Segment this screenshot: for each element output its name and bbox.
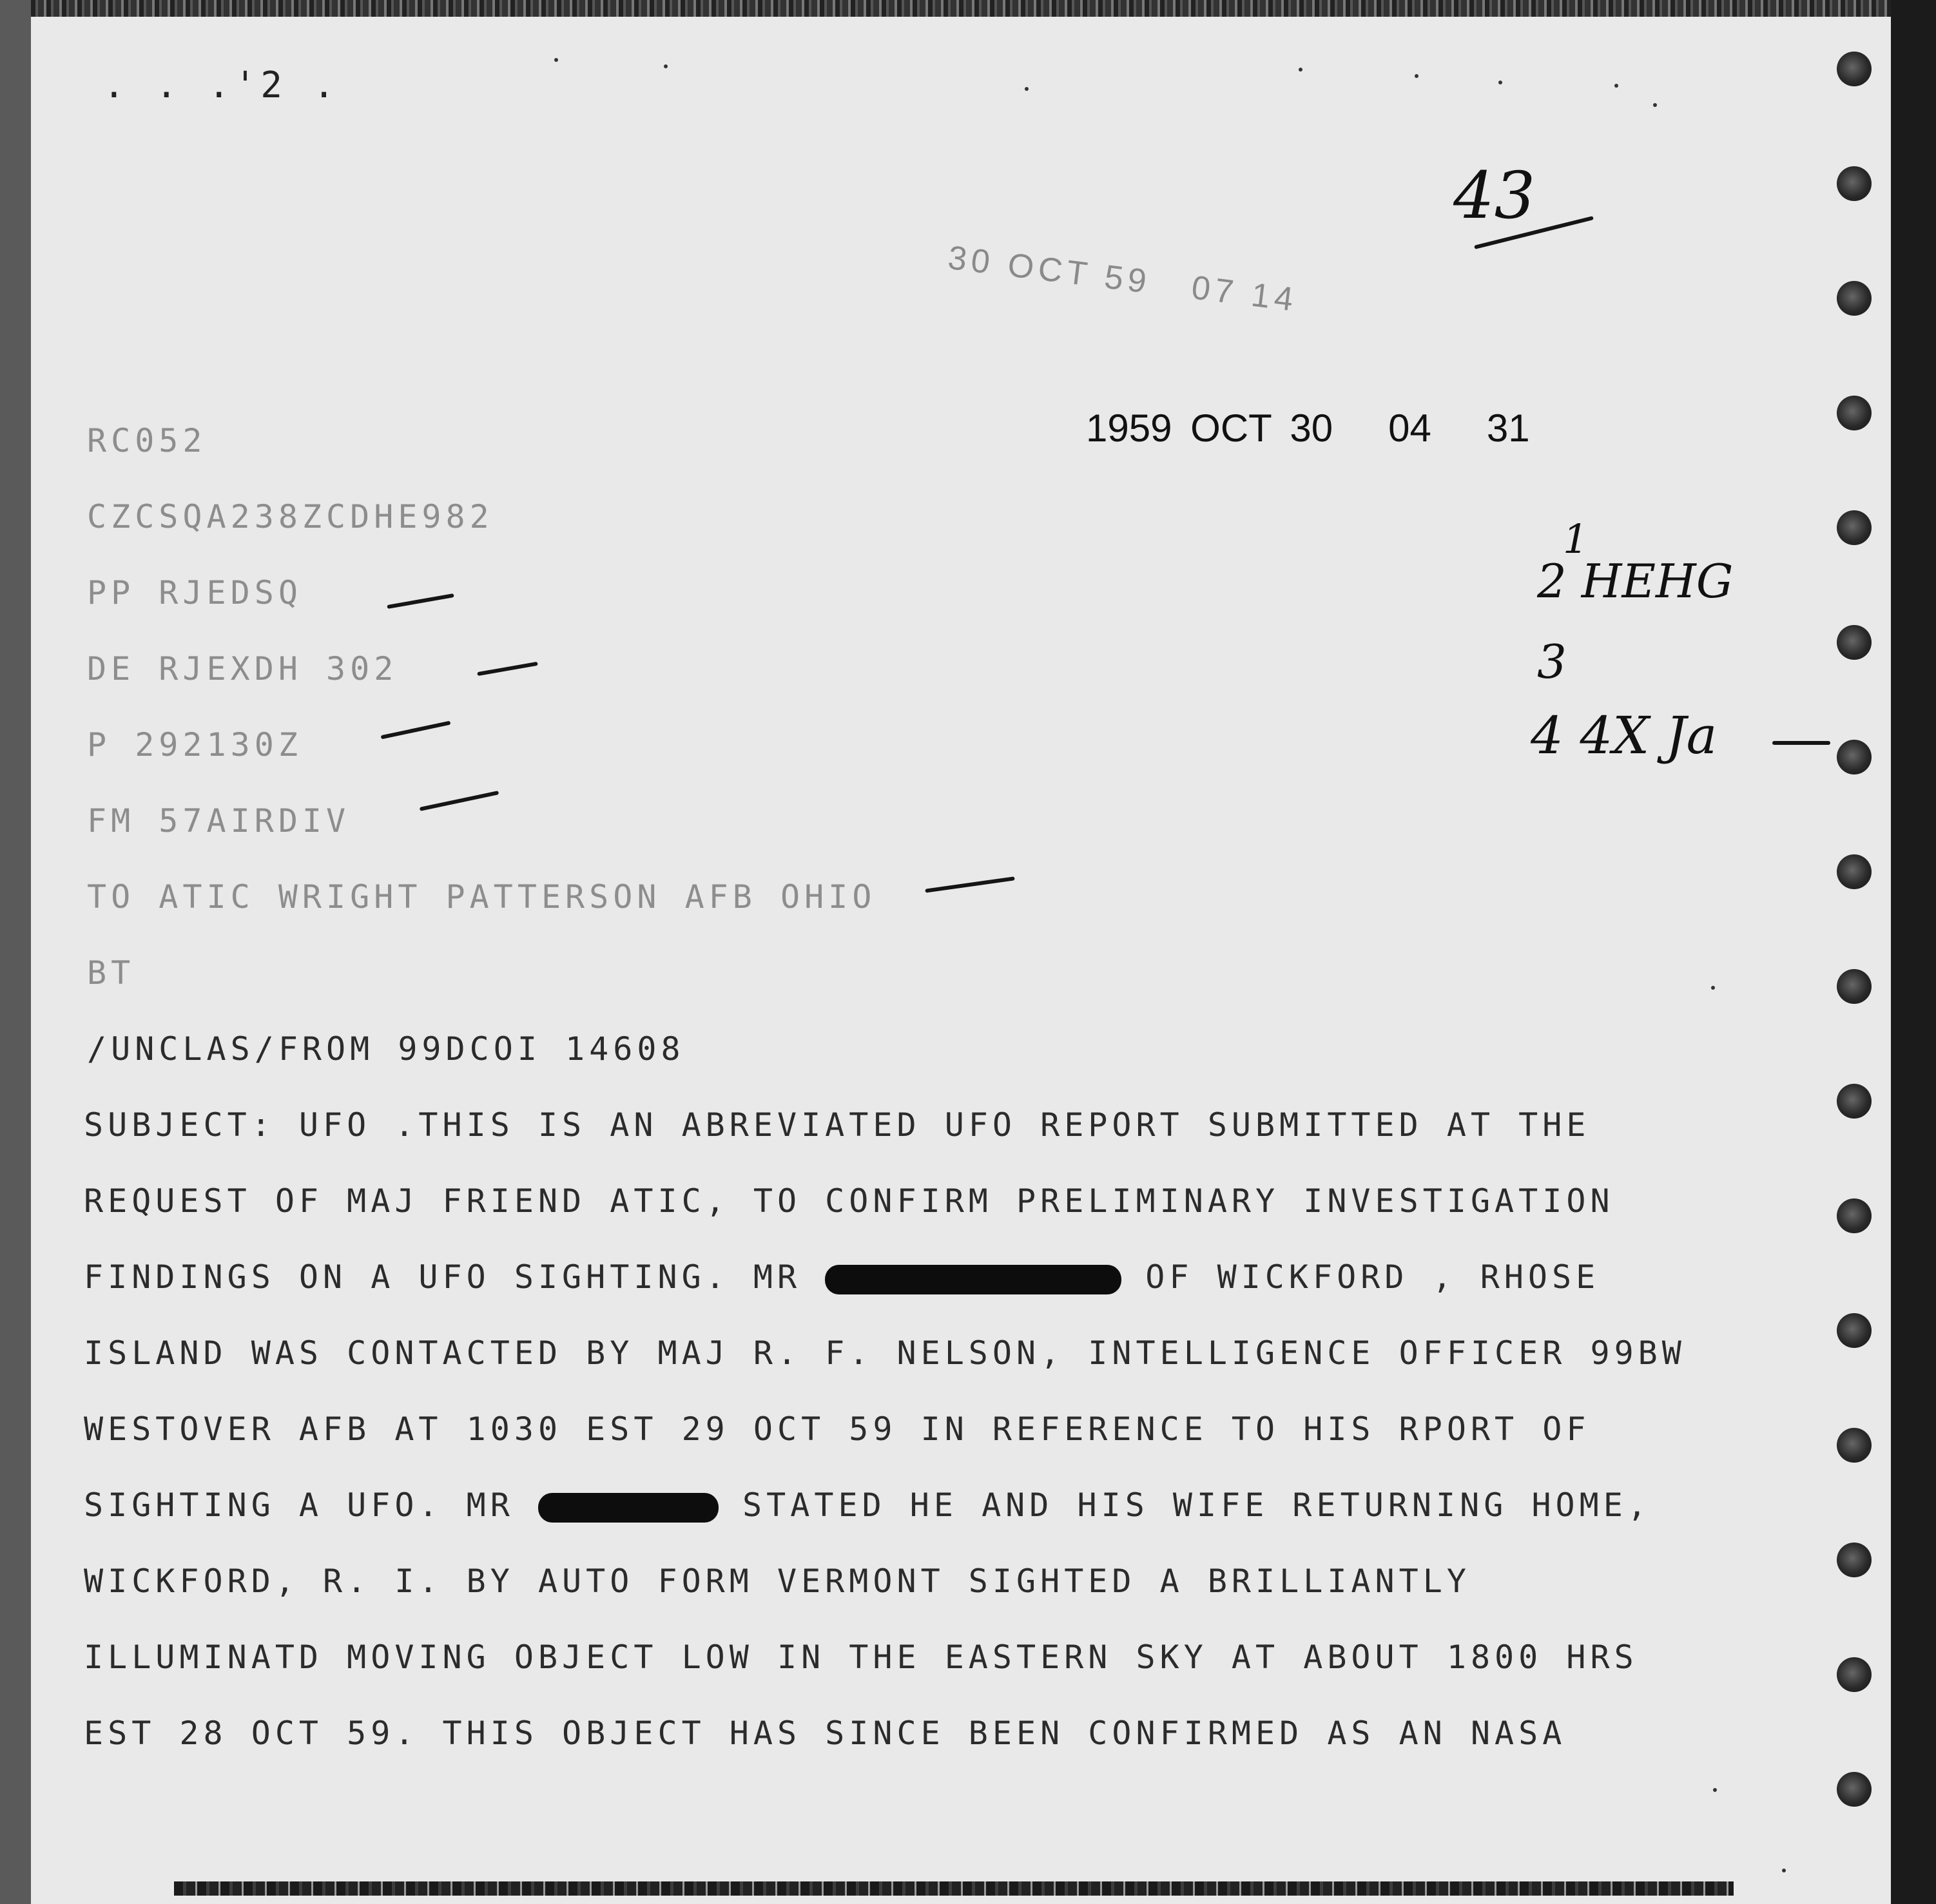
body-line-1: SUBJECT: UFO .THIS IS AN ABREVIATED UFO REPORT SUBMITTED AT THE xyxy=(84,1106,1591,1144)
body-line-3-end: OF WICKFORD , RHOSE xyxy=(1121,1258,1600,1296)
sprocket-hole xyxy=(1837,52,1872,86)
header-line-1: RC052 xyxy=(87,422,207,459)
body-line-6-end: STATED HE AND HIS WIFE RETURNING HOME, xyxy=(718,1486,1651,1524)
sprocket-hole xyxy=(1837,1772,1872,1807)
sprocket-hole xyxy=(1837,1198,1872,1233)
sprocket-hole xyxy=(1837,740,1872,774)
sprocket-hole xyxy=(1837,166,1872,201)
body-line-5: WESTOVER AFB AT 1030 EST 29 OCT 59 IN REFERENCE TO HIS RPORT OF xyxy=(84,1410,1591,1448)
top-marks: . . .'2 . xyxy=(103,64,340,106)
routing-note-stroke xyxy=(1772,741,1830,745)
speck xyxy=(1025,87,1029,91)
body-line-8: ILLUMINATD MOVING OBJECT LOW IN THE EASTERN SKY AT ABOUT 1800 HRS xyxy=(84,1639,1638,1676)
date-time-stamp: 1959 OCT 30 04 31 xyxy=(1086,407,1530,450)
speck xyxy=(1713,1788,1717,1792)
received-stamp: 30 OCT 59 07 14 xyxy=(945,238,1300,320)
speck xyxy=(1299,68,1302,72)
sprocket-hole xyxy=(1837,1084,1872,1119)
sprocket-hole xyxy=(1837,1428,1872,1463)
speck xyxy=(1711,986,1715,990)
sprocket-hole xyxy=(1837,281,1872,316)
body-line-4: ISLAND WAS CONTACTED BY MAJ R. F. NELSON, INTELLIGENCE OFFICER 99BW xyxy=(84,1334,1686,1372)
header-line-4: DE RJEXDH 302 xyxy=(87,650,398,688)
sprocket-hole xyxy=(1837,969,1872,1004)
sprocket-hole xyxy=(1837,854,1872,889)
header-line-2: CZCSQA238ZCDHE982 xyxy=(87,498,494,535)
speck xyxy=(1614,84,1618,88)
body-line-3 xyxy=(84,1258,1600,1296)
header-line-6: FM 57AIRDIV xyxy=(87,802,351,840)
sprocket-hole xyxy=(1837,1657,1872,1692)
header-line-9: /UNCLAS/FROM 99DCOI 14608 xyxy=(87,1030,685,1068)
speck xyxy=(1415,74,1418,78)
film-left-edge xyxy=(0,0,31,1904)
header-line-8: BT xyxy=(87,954,135,992)
page-bottom-edge xyxy=(174,1881,1734,1896)
speck xyxy=(664,64,668,68)
routing-note-1: 1 xyxy=(1563,515,1589,563)
sprocket-hole xyxy=(1837,1313,1872,1348)
speck xyxy=(1653,103,1657,107)
speck xyxy=(1498,81,1502,84)
page-number: 43 xyxy=(1453,158,1536,233)
teletype-page xyxy=(31,0,1891,1904)
body-line-3-start: FINDINGS ON A UFO SIGHTING. MR xyxy=(84,1258,826,1296)
header-line-3: PP RJEDSQ xyxy=(87,574,302,611)
body-line-6-start: SIGHTING A UFO. MR xyxy=(84,1486,538,1524)
body-line-2: REQUEST OF MAJ FRIEND ATIC, TO CONFIRM PRELIMINARY INVESTIGATION xyxy=(84,1182,1614,1220)
header-line-5: P 292130Z xyxy=(87,726,302,764)
film-right-edge xyxy=(1891,0,1936,1904)
speck xyxy=(554,58,558,62)
sprocket-hole xyxy=(1837,510,1872,545)
routing-note-4: 4 4X Ja xyxy=(1531,706,1718,765)
speck xyxy=(1782,1869,1786,1872)
sprocket-hole xyxy=(1837,625,1872,660)
body-line-6 xyxy=(84,1486,1651,1524)
header-line-7: TO ATIC WRIGHT PATTERSON AFB OHIO xyxy=(87,878,876,916)
body-line-9: EST 28 OCT 59. THIS OBJECT HAS SINCE BEEN CONFIRMED AS AN NASA xyxy=(84,1715,1567,1752)
sprocket-hole xyxy=(1837,396,1872,430)
body-line-7: WICKFORD, R. I. BY AUTO FORM VERMONT SIGHTED A BRILLIANTLY xyxy=(84,1563,1471,1600)
routing-note-3: 3 xyxy=(1537,635,1567,689)
sprocket-hole xyxy=(1837,1543,1872,1577)
page-top-edge xyxy=(31,0,1891,17)
routing-note-2: 2 HEHG xyxy=(1537,554,1734,608)
redacted-name xyxy=(538,1493,719,1523)
redacted-name xyxy=(825,1265,1121,1294)
